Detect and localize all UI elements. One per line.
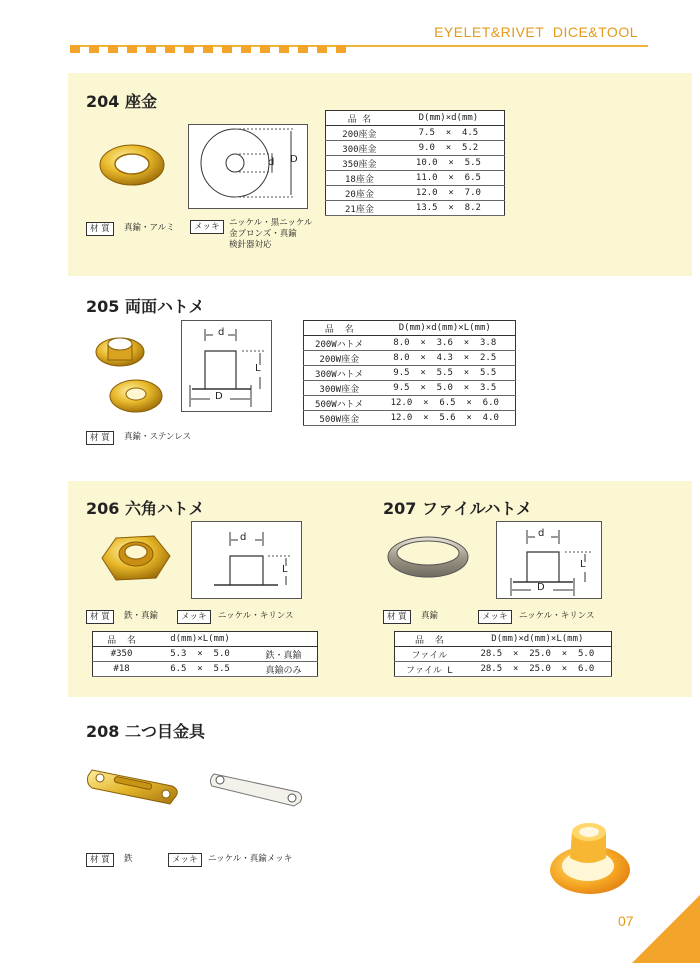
- header-title: EYELET&RIVET DICE&TOOL: [434, 24, 638, 40]
- section-204-title: 204 座金: [86, 92, 157, 111]
- table-row: [304, 381, 516, 396]
- material-label-204: 材 質: [86, 222, 114, 236]
- table-cell: 9.5 × 5.5 × 5.5: [375, 366, 516, 381]
- table-row: [326, 186, 505, 201]
- table-row: [304, 351, 516, 366]
- table-row: [304, 366, 516, 381]
- table-cell: 12.0 × 7.0: [393, 186, 505, 201]
- table-header-cell: 品 名: [304, 321, 375, 336]
- table-row: [93, 647, 318, 662]
- section-207-title: 207 ファイルハトメ: [383, 499, 533, 518]
- table-row: [304, 396, 516, 411]
- material-label-205: 材 質: [86, 431, 114, 445]
- table-cell: ファイル L: [395, 662, 464, 677]
- dim-D-label: D: [290, 154, 298, 165]
- table-cell: 200座金: [326, 126, 393, 141]
- table-cell: 300座金: [326, 141, 393, 156]
- dim-d-label: d: [240, 532, 247, 543]
- plating-value-208: ニッケル・真鍮メッキ: [208, 854, 293, 864]
- plating-label-206: メッキ: [177, 610, 211, 624]
- table-cell: #350: [93, 647, 151, 662]
- table-row: [304, 336, 516, 351]
- table-row: [93, 662, 318, 677]
- table-cell: 20座金: [326, 186, 393, 201]
- table-cell: 21座金: [326, 201, 393, 216]
- plating-value-207: ニッケル・キリンス: [519, 611, 595, 621]
- table-cell: #18: [93, 662, 151, 677]
- table-header-cell: d(mm)×L(mm): [150, 632, 250, 647]
- dim-d-label: d: [268, 157, 275, 168]
- plate-image-gold: [86, 760, 182, 810]
- washer-diagram: [188, 124, 308, 209]
- hex-eyelet-image: [100, 530, 172, 586]
- plating-value-204: ニッケル・黒ニッケル 金ブロンズ・真鍮 検針器対応: [229, 218, 313, 250]
- table-header-row: [304, 321, 516, 336]
- corner-triangle: [632, 895, 700, 963]
- table-header-row: [395, 632, 612, 647]
- eyelet-diagram-207: [496, 521, 602, 599]
- plating-value-206: ニッケル・キリンス: [218, 611, 294, 621]
- dim-D-label: D: [215, 391, 223, 402]
- table-row: [395, 662, 612, 677]
- table-header-cell: 品 名: [93, 632, 151, 647]
- spec-table-206: [92, 631, 318, 677]
- material-value-207: 真鍮: [421, 611, 439, 621]
- table-cell: 300Wハトメ: [304, 366, 375, 381]
- material-label-207: 材 質: [383, 610, 411, 624]
- section-206-title: 206 六角ハトメ: [86, 499, 205, 518]
- table-cell: 13.5 × 8.2: [393, 201, 505, 216]
- spec-table-204: [325, 110, 505, 216]
- dim-L-label: L: [255, 363, 261, 374]
- table-header-cell: D(mm)×d(mm)×L(mm): [375, 321, 516, 336]
- dim-d-label: d: [218, 327, 225, 338]
- material-value-204: 真鍮・アルミ: [124, 223, 175, 233]
- spec-table-205: [303, 320, 516, 426]
- double-eyelet-image: [88, 330, 168, 418]
- file-eyelet-image: [386, 530, 470, 580]
- material-value-208: 鉄: [124, 854, 133, 864]
- page-number: 07: [618, 913, 634, 929]
- section-205-title: 205 両面ハトメ: [86, 297, 205, 316]
- washer-image: [98, 140, 166, 190]
- plating-label-204: メッキ: [190, 220, 224, 234]
- dim-D-label: D: [537, 582, 545, 593]
- header-dashes: [70, 45, 346, 53]
- table-cell: 9.0 × 5.2: [393, 141, 505, 156]
- table-row: [326, 126, 505, 141]
- table-cell: 11.0 × 6.5: [393, 171, 505, 186]
- table-cell: 7.5 × 4.5: [393, 126, 505, 141]
- eyelet-diagram-206: [191, 521, 302, 599]
- section-208-title: 208 二つ目金具: [86, 722, 205, 741]
- table-cell: 鉄・真鍮: [250, 647, 318, 662]
- table-cell: 18座金: [326, 171, 393, 186]
- plate-image-silver: [208, 768, 306, 808]
- table-cell: 8.0 × 4.3 × 2.5: [375, 351, 516, 366]
- table-cell: ファイル: [395, 647, 464, 662]
- material-value-206: 鉄・真鍮: [124, 611, 159, 621]
- material-label-208: 材 質: [86, 853, 114, 867]
- table-cell: 300W座金: [304, 381, 375, 396]
- plating-label-207: メッキ: [478, 610, 512, 624]
- table-row: [326, 171, 505, 186]
- table-header-cell: [250, 632, 318, 647]
- table-row: [326, 156, 505, 171]
- table-cell: 真鍮のみ: [250, 662, 318, 677]
- table-cell: 10.0 × 5.5: [393, 156, 505, 171]
- table-cell: 9.5 × 5.0 × 3.5: [375, 381, 516, 396]
- table-header-row: [326, 111, 505, 126]
- dim-d-label: d: [538, 528, 545, 539]
- table-cell: 28.5 × 25.0 × 5.0: [464, 647, 612, 662]
- dim-L-label: L: [282, 564, 288, 575]
- dim-L-label: L: [580, 559, 586, 570]
- table-cell: 6.5 × 5.5: [150, 662, 250, 677]
- table-row: [304, 411, 516, 426]
- table-header-cell: D(mm)×d(mm)×L(mm): [464, 632, 612, 647]
- table-cell: 12.0 × 6.5 × 6.0: [375, 396, 516, 411]
- table-header-cell: 品 名: [395, 632, 464, 647]
- table-cell: 500W座金: [304, 411, 375, 426]
- plating-label-208: メッキ: [168, 853, 202, 867]
- spec-table-207: [394, 631, 612, 677]
- table-cell: 350座金: [326, 156, 393, 171]
- table-cell: 200Wハトメ: [304, 336, 375, 351]
- decorative-eyelet-icon: [548, 818, 638, 898]
- table-cell: 28.5 × 25.0 × 6.0: [464, 662, 612, 677]
- table-cell: 200W座金: [304, 351, 375, 366]
- table-cell: 5.3 × 5.0: [150, 647, 250, 662]
- material-label-206: 材 質: [86, 610, 114, 624]
- table-cell: 500Wハトメ: [304, 396, 375, 411]
- table-header-cell: D(mm)×d(mm): [393, 111, 505, 126]
- table-row: [395, 647, 612, 662]
- table-row: [326, 141, 505, 156]
- table-header-cell: 品 名: [326, 111, 393, 126]
- table-row: [326, 201, 505, 216]
- material-value-205: 真鍮・ステンレス: [124, 432, 191, 442]
- table-cell: 8.0 × 3.6 × 3.8: [375, 336, 516, 351]
- table-header-row: [93, 632, 318, 647]
- table-cell: 12.0 × 5.6 × 4.0: [375, 411, 516, 426]
